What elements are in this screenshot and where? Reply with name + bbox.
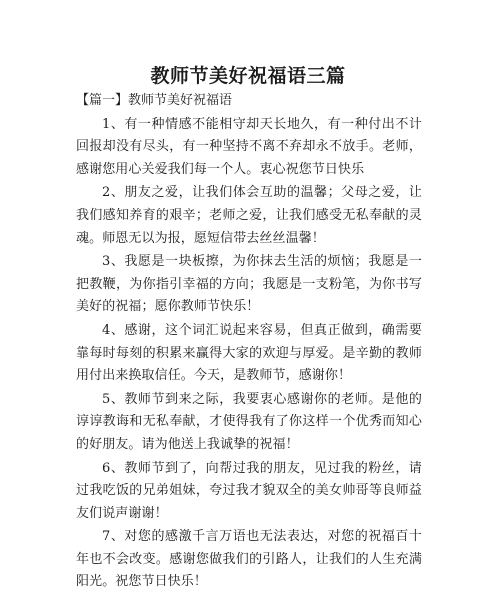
paragraph-4: 4、感谢，这个词汇说起来容易，但真正做到，确需要靠每时每刻的积累来赢得大家的欢迎与厚爱。是辛勤的教师用付出来换取信任。今天，是教师节，感谢你！ — [76, 322, 422, 384]
paragraph-5: 5、教师节到来之际，我要衷心感谢你的老师。是他的谆谆教诲和无私奉献，才使得我有了你这样一个优秀而知心的好朋友。请为他送上我诚挚的祝福！ — [76, 391, 422, 452]
document-title: 教师节美好祝福语三篇 — [150, 65, 346, 87]
paragraph-6: 6、教师节到了，向帮过我的朋友，见过我的粉丝，请过我吃饭的兄弟姐妹，夸过我才貌双全的美女帅哥等良师益友们说声谢谢！ — [76, 460, 422, 521]
paragraph-2: 2、朋友之爱，让我们体会互助的温馨；父母之爱，让我们感知养育的艰辛；老师之爱，让我们感受无私奉献的灵魂。师恩无以为报，愿短信带去丝丝温馨！ — [76, 185, 422, 246]
paragraph-3: 3、我愿是一块板擦，为你抹去生活的烦恼；我愿是一把教鞭，为你指引幸福的方向；我愿是一支粉笔，为你书写美好的祝福；愿你教师节快乐！ — [76, 254, 422, 315]
paragraph-7: 7、对您的感激千言万语也无法表达，对您的祝福百十年也不会改变。感谢您做我们的引路人，让我们的人生充满阳光。祝您节日快乐！ — [76, 529, 422, 590]
section-heading: 【篇一】教师节美好祝福语 — [76, 93, 233, 108]
document-body — [76, 90, 422, 594]
paragraph-1: 1、有一种情感不能相守却天长地久，有一种付出不计回报却没有尽头，有一种坚持不离不弃却永不放手。老师，感谢您用心关爱我们每一个人。衷心祝您节日快乐 — [76, 116, 422, 177]
